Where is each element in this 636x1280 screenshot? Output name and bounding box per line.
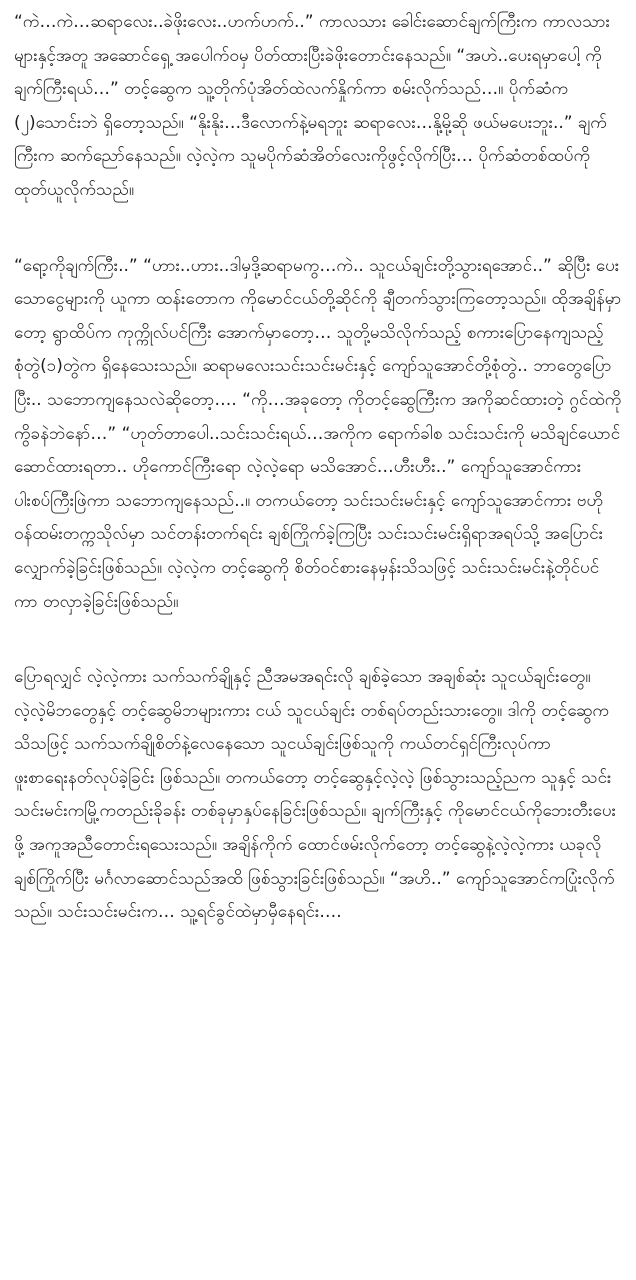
article-paragraph: ပြောရလျှင် လဲ့လဲ့ကား သက်သက်ချိုနှင့် ညီအမအရင်းလို ချစ်ခဲ့သော အချစ်ဆုံး သူငယ်ချင်းတွေ။ လဲ့လဲ့မိဘတွေနှင့် တင့်ဆွေမိဘများကား ငယ် သူငယ်ချင်း တစ်ရပ်တည်းသားတွေ။ ဒါကို တင့်ဆွေက သိသဖြင့် သက်သက်ချိုစိတ်နဲ့လေနေသော သူငယ်ချင်းဖြစ်သူကို ကယ်တင်ရှင်ကြီးလုပ်ကာ ဖူးစာရေးနတ်လုပ်ခဲ့ခြင်း ဖြစ်သည်။ တကယ်တော့ တင့်ဆွေနှင့်လဲ့လဲ့ ဖြစ်သွားသည့်ညက သူနှင့် သင်းသင်းမင်းကမြို့ကတည်းခိုခန်း တစ်ခုမှာနှပ်နေခြင်းဖြစ်သည်။ ချက်ကြီးနှင့် ကိုမောင်ငယ်ကိုဘေးတီးပေးဖို့ အကူအညီတောင်းရသေးသည်။ အချိန်ကိုက် ထောင်ဖမ်းလိုက်တော့ တင့်ဆွေနဲ့လဲ့လဲ့ကား ယခုလို ချစ်ကြိုက်ပြီး မင်္ဂလာဆောင်သည်အထိ ဖြစ်သွားခြင်းဖြစ်သည်။ “အဟိ..” ကျော်သူအောင်ကပြုံးလိုက်သည်။ သင်းသင်းမင်းက… သူ့ရင်ခွင်ထဲမှာမှီနေရင်း…. <box>14 667 616 923</box>
article-paragraph: “ရော့ကိုချက်ကြီး..” “ဟား..ဟား..ဒါမှဒို့ဆရာမကွ…ကဲ.. သူငယ်ချင်းတို့သွားရအောင်..” ဆိုပြီး ပေးသောငွေများကို ယူကာ ထန်းတောက ကိုမောင်ငယ်တို့ဆိုင်ကို ချီတက်သွားကြတော့သည်။ ထိုအချိန်မှာတော့ ရွာထိပ်က ကုက္ကိုလ်ပင်ကြီး အောက်မှာတော့… သူတို့မသိလိုက်သည့် စကားပြောနေကျသည့်စုံတွဲ(၁)တွဲက ရှိနေသေးသည်။ ဆရာမလေးသင်းသင်းမင်းနှင့် ကျော်သူအောင်တို့စုံတွဲ.. ဘာတွေပြောပြီး.. သဘောကျနေသလဲဆိုတော့…. “ကို…အခုတော့ ကိုတင့်ဆွေကြီးက အကိုဆင်ထားတဲ့ ဂွင်ထဲကို ကွိခနဲဘဲနော်…” “ဟုတ်တာပေါ..သင်းသင်းရယ်…အကိုက ရောက်ခါစ သင်းသင်းကို မသိချင်ယောင်ဆောင်ထားရတာ.. ဟိုကောင်ကြီးရော လဲ့လဲ့ရော မသိအောင်…ဟီးဟီး..” ကျော်သူအောင်ကား ပါးစပ်ကြီးဖြဲကာ သဘောကျနေသည်..။ တကယ်တော့ သင်းသင်းမင်းနှင့် ကျော်သူအောင်ကား ဗဟိုဝန်ထမ်းတက္ကသိုလ်မှာ သင်တန်းတက်ရင်း ချစ်ကြိုက်ခဲ့ကြပြီး သင်းသင်းမင်းရှိရာအရပ်သို့ အပြောင်းလျှောက်ခဲ့ခြင်းဖြစ်သည်။ လဲ့လဲ့က တင့်ဆွေကို စိတ်ဝင်စားနေမှန်းသိသဖြင့် သင်းသင်းမင်းနဲ့တိုင်ပင်ကာ တလှာခဲ့ခြင်းဖြစ်သည်။ <box>14 255 622 612</box>
article-paragraph: “ကဲ…ကဲ…ဆရာလေး..ခဲဖိုးလေး..ဟက်ဟက်..” ကာလသား ခေါင်းဆောင်ချက်ကြီးက ကာလသားများနှင့်အတူ အဆောင်ရှေ့ အပေါက်ဝမှ ပိတ်ထားပြီးခဲဖိုးတောင်းနေသည်။ “အဟဲ..ပေးရမှာပေါ့ ကိုချက်ကြီးရယ်…” တင့်ဆွေက သူ့တိုက်ပုံအိတ်ထဲလက်နှိုက်ကာ စမ်းလိုက်သည်…။ ပိုက်ဆံက (၂)သောင်းဘဲ ရှိတော့သည်။ “နိုးနိုး…ဒီလောက်နဲ့မရဘူး ဆရာလေး…နို့မို့ဆို ဖယ်မပေးဘူး..” ချက်ကြီးက ဆက်ညော်နေသည်။ လဲ့လဲ့က သူမပိုက်ဆံအိတ်လေးကိုဖွင့်လိုက်ပြီး… ပိုက်ဆံတစ်ထပ်ကို ထုတ်ယူလိုက်သည်။ <box>14 12 610 200</box>
